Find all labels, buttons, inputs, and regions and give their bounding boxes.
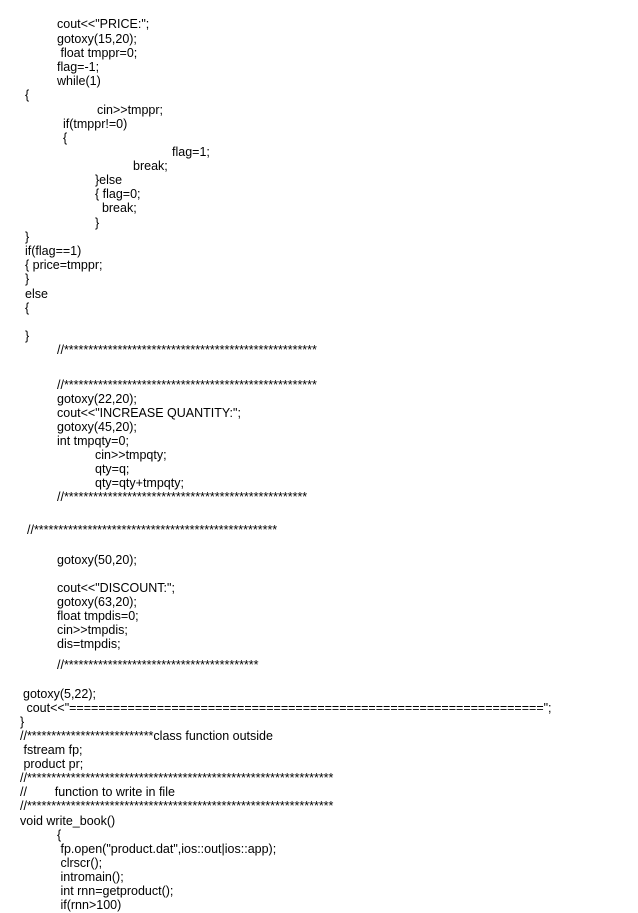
code-line: cin>>tmpdis; [57, 623, 128, 637]
code-line: qty=q; [95, 462, 130, 476]
code-line: gotoxy(22,20); [57, 392, 137, 406]
code-line: { [25, 301, 30, 315]
code-line: } [95, 216, 100, 230]
code-line: } [25, 329, 30, 343]
code-line: } [25, 272, 30, 286]
code-line: flag=-1; [57, 60, 100, 74]
code-line: int rnn=getproduct(); [57, 884, 174, 898]
code-line: float tmpdis=0; [57, 609, 139, 623]
comment-line: //**************************class function outside [20, 729, 273, 743]
code-line: qty=qty+tmpqty; [95, 476, 184, 490]
code-line: if(flag==1) [25, 244, 82, 258]
code-line: { [63, 131, 68, 145]
comment-divider: //*************************************************************** [20, 799, 334, 813]
code-line: cin>>tmpqty; [95, 448, 167, 462]
comment-divider: //************************************************** [57, 490, 308, 504]
code-line: gotoxy(45,20); [57, 420, 137, 434]
code-line: cin>>tmppr; [97, 103, 164, 117]
comment-divider: //*************************************************************** [20, 771, 334, 785]
comment-divider: //**************************************************** [57, 378, 317, 392]
code-line: while(1) [57, 74, 101, 88]
code-line: if(rnn>100) [57, 898, 122, 912]
code-line: { [57, 828, 62, 842]
comment-divider: //************************************************** [27, 523, 278, 537]
comment-line: // function to write in file [20, 785, 175, 799]
code-line: cout<<"PRICE:"; [57, 17, 150, 31]
code-line: { [25, 88, 30, 102]
code-line: product pr; [20, 757, 84, 771]
code-line: gotoxy(5,22); [23, 687, 96, 701]
code-line: void write_book() [20, 814, 116, 828]
code-line: int tmpqty=0; [57, 434, 129, 448]
code-line: intromain(); [57, 870, 124, 884]
code-line: flag=1; [172, 145, 210, 159]
code-line: else [25, 287, 48, 301]
code-line: } [20, 715, 25, 729]
code-line: fp.open("product.dat",ios::out|ios::app); [57, 842, 277, 856]
code-line: { price=tmppr; [25, 258, 103, 272]
code-line: { flag=0; [95, 187, 141, 201]
code-line: gotoxy(50,20); [57, 553, 137, 567]
code-line: break; [133, 159, 168, 173]
comment-divider: //**************************************************** [57, 343, 317, 357]
code-line: float tmppr=0; [57, 46, 138, 60]
code-line: }else [95, 173, 123, 187]
comment-divider: //**************************************** [57, 658, 259, 672]
code-line: cout<<"INCREASE QUANTITY:"; [57, 406, 241, 420]
code-line: gotoxy(63,20); [57, 595, 137, 609]
code-line: cout<<"================================================================="; [23, 701, 552, 715]
code-line: cout<<"DISCOUNT:"; [57, 581, 175, 595]
code-line: clrscr(); [57, 856, 103, 870]
code-line: break; [95, 201, 137, 215]
code-line: } [25, 230, 30, 244]
code-line: dis=tmpdis; [57, 637, 121, 651]
code-line: gotoxy(15,20); [57, 32, 137, 46]
code-line: if(tmppr!=0) [63, 117, 128, 131]
code-line: fstream fp; [20, 743, 83, 757]
